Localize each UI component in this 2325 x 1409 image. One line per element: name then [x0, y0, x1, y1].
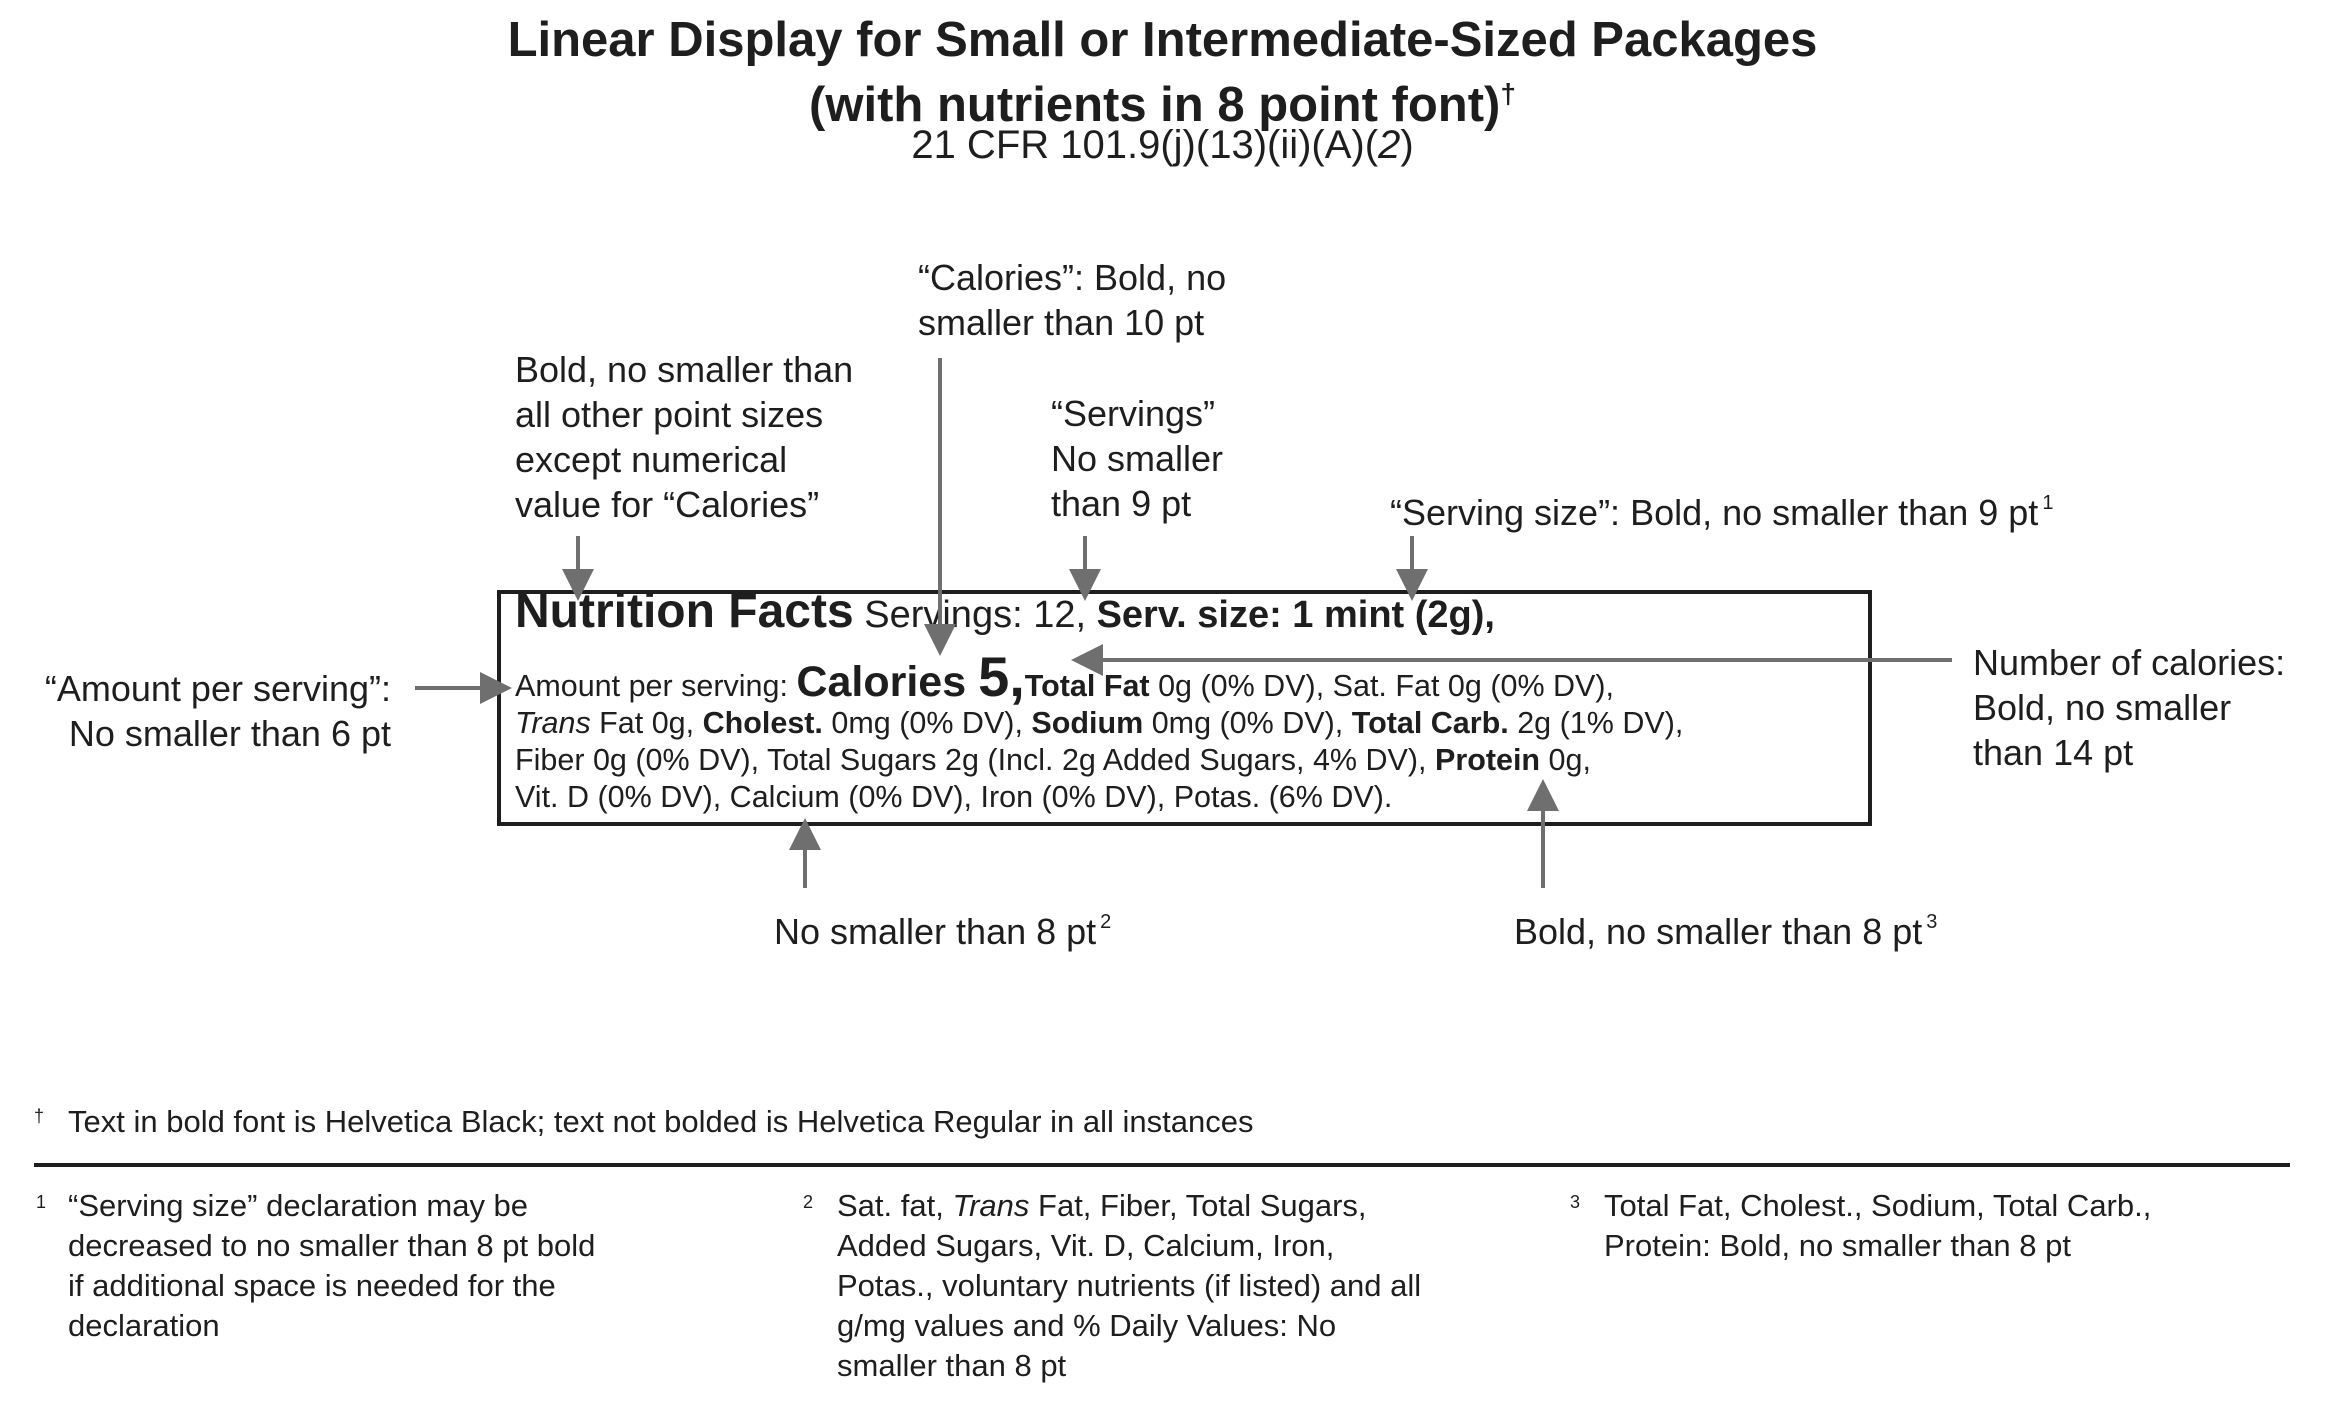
divider-rule [34, 1163, 2290, 1167]
nutrition-label-line4: Fiber 0g (0% DV), Total Sugars 2g (Incl. 2g Added Sugars, 4% DV), Protein 0g, [515, 743, 1591, 777]
annotation-serving-size: “Serving size”: Bold, no smaller than 9 pt $^1$ [1390, 492, 2054, 533]
nutrition-label-line3: Trans Fat 0g, Cholest. 0mg (0% DV), Sodium 0mg (0% DV), Total Carb. 2g (1% DV), [515, 706, 1684, 740]
annotation-nutrients-size: No smaller than 8 pt $^2$ [774, 911, 1112, 952]
nutrition-facts-heading: Nutrition Facts [515, 585, 854, 638]
annotation-calories-label: “Calories”: Bold, no smaller than 10 pt [918, 257, 1227, 343]
dagger-footnote: † Text in bold font is Helvetica Black; text not bolded is Helvetica Regular in all instances [34, 1104, 1254, 1139]
calories-value: 5, [978, 645, 1025, 708]
footnote-2: 2 Sat. fat, Trans Fat, Fiber, Total Sugars, Added Sugars, Vit. D, Calcium, Iron, Potas., voluntary nutrients (if listed) and all g/mg values and % Daily Values: No smaller than 8 pt [803, 1188, 1422, 1383]
nutrition-label-line5: Vit. D (0% DV), Calcium (0% DV), Iron (0% DV), Potas. (6% DV). [515, 780, 1393, 814]
calories-label: Calories [796, 658, 979, 706]
annotation-servings: “Servings” No smaller than 9 pt [1051, 393, 1224, 524]
annotation-number-of-calories: Number of calories: Bold, no smaller than 14 pt [1973, 642, 2286, 773]
footnote-3: 3 Total Fat, Cholest., Sodium, Total Carb., Protein: Bold, no smaller than 8 pt [1570, 1188, 2152, 1263]
servings-text: Servings: 12, [853, 594, 1097, 636]
nutrition-label-line2: Amount per serving: Calories 5,Total Fat 0g (0% DV), Sat. Fat 0g (0% DV), [515, 645, 1615, 708]
dagger-mark: † [1500, 78, 1516, 109]
regulation-citation: 21 CFR 101.9(j)(13)(ii)(A)(2) [911, 123, 1414, 167]
serving-size-text: Serv. size: 1 mint (2g), [1096, 594, 1495, 636]
footnote-1: 1 “Serving size” declaration may be decreased to no smaller than 8 pt bold if additional space is needed for the declaration [36, 1188, 596, 1343]
annotation-amount-per-serving: “Amount per serving”: No smaller than 6 pt [44, 668, 391, 754]
annotation-bold-nutrients-size: Bold, no smaller than 8 pt $^3$ [1514, 911, 1938, 952]
annotation-nutrition-facts: Bold, no smaller than all other point sizes except numerical value for “Calories” [515, 349, 854, 525]
page-title-line2: (with nutrients in 8 point font)† [809, 78, 1516, 132]
page-title: Linear Display for Small or Intermediate-Sized Packages [507, 13, 1818, 67]
